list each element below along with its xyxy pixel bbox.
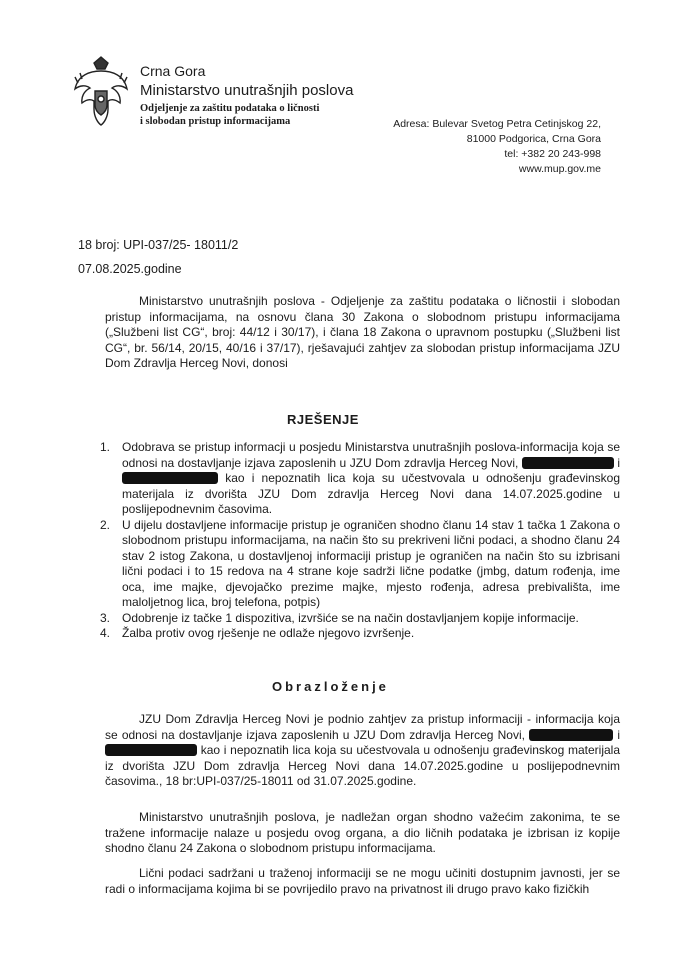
redaction-block — [522, 457, 614, 469]
country-name: Crna Gora — [140, 63, 206, 79]
resolution-title: RJEŠENJE — [287, 412, 359, 427]
item-text: Odobrava se pristup informacji u posjedu Ministarstva unutrašnjih poslova-informacija koja se odnosi na dostavljanje izjava zaposlenih u JZU Dom zdravlja Herceg Novi, — [122, 440, 620, 470]
department-line-2: i slobodan pristup informacijama — [140, 116, 291, 127]
reasoning-paragraph-1 — [105, 712, 620, 790]
document-date: 07.08.2025.godine — [78, 262, 182, 276]
ministry-name: Ministarstvo unutrašnjih poslova — [140, 82, 354, 99]
reasoning-paragraph-3: Lični podaci sadržani u traženoj informaciji se ne mogu učiniti dostupnim javnosti, jer se radi o informacijama kojima bi se povrijedilo pravo na privatnost ili drugo pravo kako fizičkih — [105, 866, 620, 896]
intro-paragraph: Ministarstvo unutrašnjih poslova - Odjeljenje za zaštitu podataka o ličnostii i slobodan pristup informacijama, na osnovu člana 30 Zakona o slobodnom pristupu informacijama („Službeni list CG“, broj: 44/12 i 30/17), i člana 18 Zakona o upravnom postupku („Službeni list CG“, br. 56/14, 20/15, 40/16 i 37/17), rješavajući zahtjev za slobodan pristup informacijama JZU Dom Zdravlja Herceg Novi, donosi — [105, 294, 620, 370]
item-text: kao i nepoznatih lica koja su učestvovala u odnošenju građevinskog materijala iz dvorišta JZU Dom zdravlja Herceg Novi dana 14.07.2025.godine u poslijepodnevnim časovima. — [122, 471, 621, 516]
website-link[interactable]: www.mup.gov.me — [518, 163, 601, 175]
item-text: U dijelu dostavljene informacije pristup je ograničen shodno članu 14 stav 1 tačka 1 Zakona o slobodnom pristupu informacijama, na način što su prekriveni lični podaci, a shodno članu 24 stav 2 istog Zakona, u dostavljenoj informaciji pristup je ograničen na način što su izbrisani lični podaci i to 15 redova na 4 strane koje sadrži lične podatke (jmbg, datum rođenja, ime oca, ime majke, djevojačko prezime majke, mjesto rođenja, adresa prebivališta, ime maloljetnog lica, broj telefona, potpis) — [122, 517, 620, 609]
reasoning-paragraph-2: Ministarstvo unutrašnjih poslova, je nadležan organ shodno važećim zakonima, te se tražene informacije nalaze u posjedu ovog organa, a dio ličnih podataka je izbrisan iz kopije shodno članu 24 Zakona o slobodnom pristupu informacijama. — [105, 810, 620, 855]
item-text: i — [617, 455, 620, 470]
item-text: Žalba protiv ovog rješenje ne odlaže njegovo izvršenje. — [122, 626, 415, 640]
department-line-1: Odjeljenje za zaštitu podataka o ličnosti — [140, 103, 320, 114]
resolution-list — [100, 440, 620, 642]
item-number: 4. — [100, 626, 111, 640]
resolution-item-3 — [100, 611, 620, 627]
resolution-item-4 — [100, 626, 620, 642]
resolution-item-2 — [100, 518, 620, 611]
paragraph-text: JZU Dom Zdravlja Herceg Novi je podnio zahtjev za pristup informaciji - informacija koja se odnosi na dostavljanje izjava zaposlenih u JZU Dom zdravlja Herceg Novi, — [105, 712, 620, 742]
redaction-block — [122, 472, 218, 484]
item-number: 2. — [100, 517, 111, 532]
item-text: Odobrenje iz tačke 1 dispozitiva, izvršiće se na način dostavljanjem kopije informacije. — [122, 610, 579, 625]
item-number: 3. — [100, 610, 111, 625]
resolution-item-1 — [100, 440, 620, 518]
coat-of-arms-icon — [72, 55, 130, 127]
reference-number: 18 broj: UPI-037/25- 18011/2 — [78, 238, 239, 252]
address-line-1: Adresa: Bulevar Svetog Petra Cetinjskog 22, — [393, 118, 601, 130]
item-number: 1. — [100, 440, 111, 454]
phone-number: tel: +382 20 243-998 — [504, 148, 601, 160]
paragraph-text: i — [617, 727, 620, 742]
redaction-block — [105, 744, 197, 756]
reasoning-title: Obrazloženje — [272, 679, 389, 694]
paragraph-text: kao i nepoznatih lica koja su učestvovala u odnošenju građevinskog materijala iz dvorišta JZU Dom zdravlja Herceg Novi dana 14.07.2025.godine u poslijepodnevnim časovima., 18 br:UPI-037/25-18011 od 31.07.2025.godine. — [105, 743, 620, 788]
address-line-2: 81000 Podgorica, Crna Gora — [466, 133, 601, 145]
redaction-block — [529, 729, 613, 741]
